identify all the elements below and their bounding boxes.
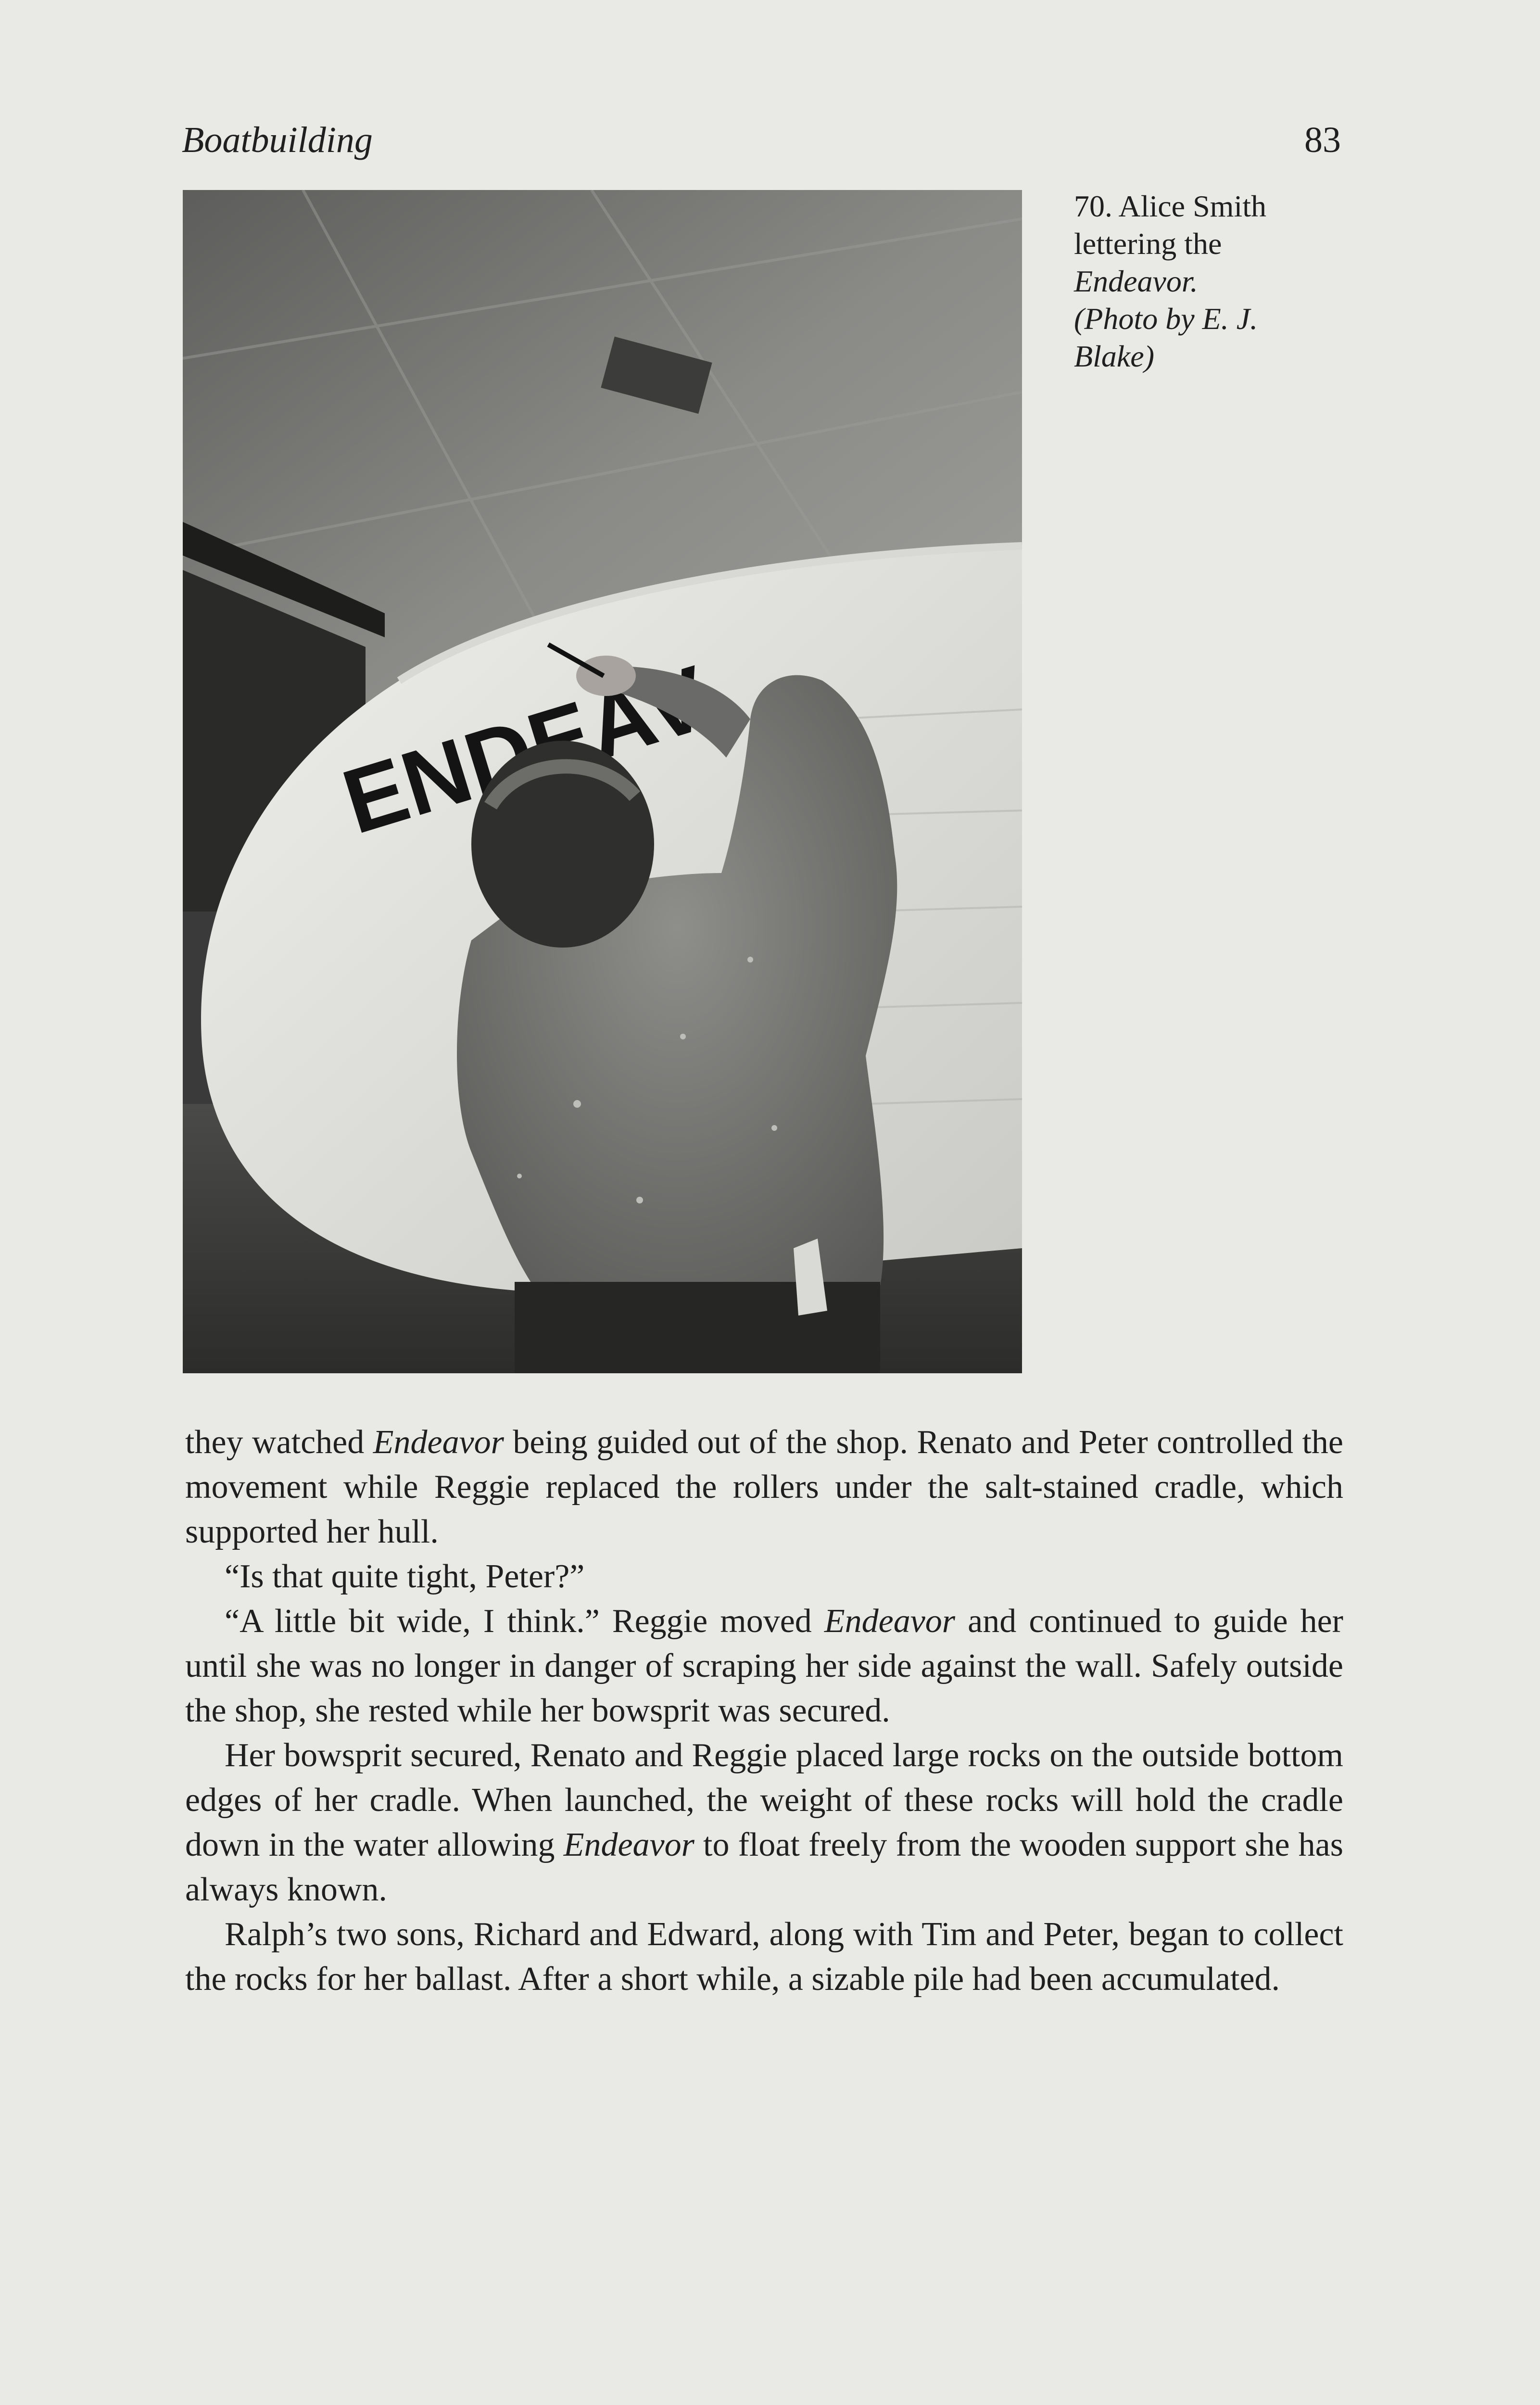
text-run: being guided out of the shop. Renato and Peter controlled the movement while Reggie replaced the rollers under the salt-stained cradle, which supported her hull. <box>185 1424 1343 1550</box>
figure-number: 70. <box>1074 189 1112 223</box>
paragraph-1 <box>185 1420 1343 1554</box>
running-head: Boatbuilding <box>182 120 373 160</box>
text-run: Her bowsprit secured, Renato and Reggie placed large rocks on the outside bottom edges of her cradle. When launched, the weight of these rocks will hold the cradle down in the water allowing <box>185 1737 1343 1863</box>
paragraph-5: Ralph’s two sons, Richard and Edward, along with Tim and Peter, began to collect the rocks for her ballast. After a short while, a sizable pile had been accumulated. <box>185 1916 1343 1998</box>
paragraph-4 <box>185 1733 1343 1912</box>
figure-caption <box>1074 188 1343 375</box>
body-text <box>185 1420 1343 2001</box>
caption-credit-2: Blake) <box>1074 339 1154 373</box>
boat-name: Endeavor <box>563 1826 694 1863</box>
text-run: they watched <box>185 1424 373 1461</box>
photo-illustration <box>183 190 1022 1373</box>
caption-credit-1: (Photo by E. J. <box>1074 302 1258 336</box>
boat-name: Endeavor <box>373 1424 504 1461</box>
text-run: “A little bit wide, I think.” Reggie moved <box>225 1603 824 1640</box>
text-run: and continued to guide her until she was no longer in danger of scraping her side against the wall. Safely outside the shop, she rested while her bowsprit was secured. <box>185 1603 1343 1729</box>
caption-boat-name: Endeavor. <box>1074 264 1198 298</box>
caption-line-2: lettering the <box>1074 227 1222 261</box>
text-run: to float freely from the wooden support she has always known. <box>185 1826 1343 1908</box>
paragraph-3 <box>185 1599 1343 1733</box>
page-number: 83 <box>1304 120 1341 160</box>
caption-line-1: Alice Smith <box>1118 189 1266 223</box>
boat-name: Endeavor <box>824 1603 956 1640</box>
photograph <box>183 190 1022 1373</box>
paragraph-2: “Is that quite tight, Peter?” <box>225 1558 585 1595</box>
